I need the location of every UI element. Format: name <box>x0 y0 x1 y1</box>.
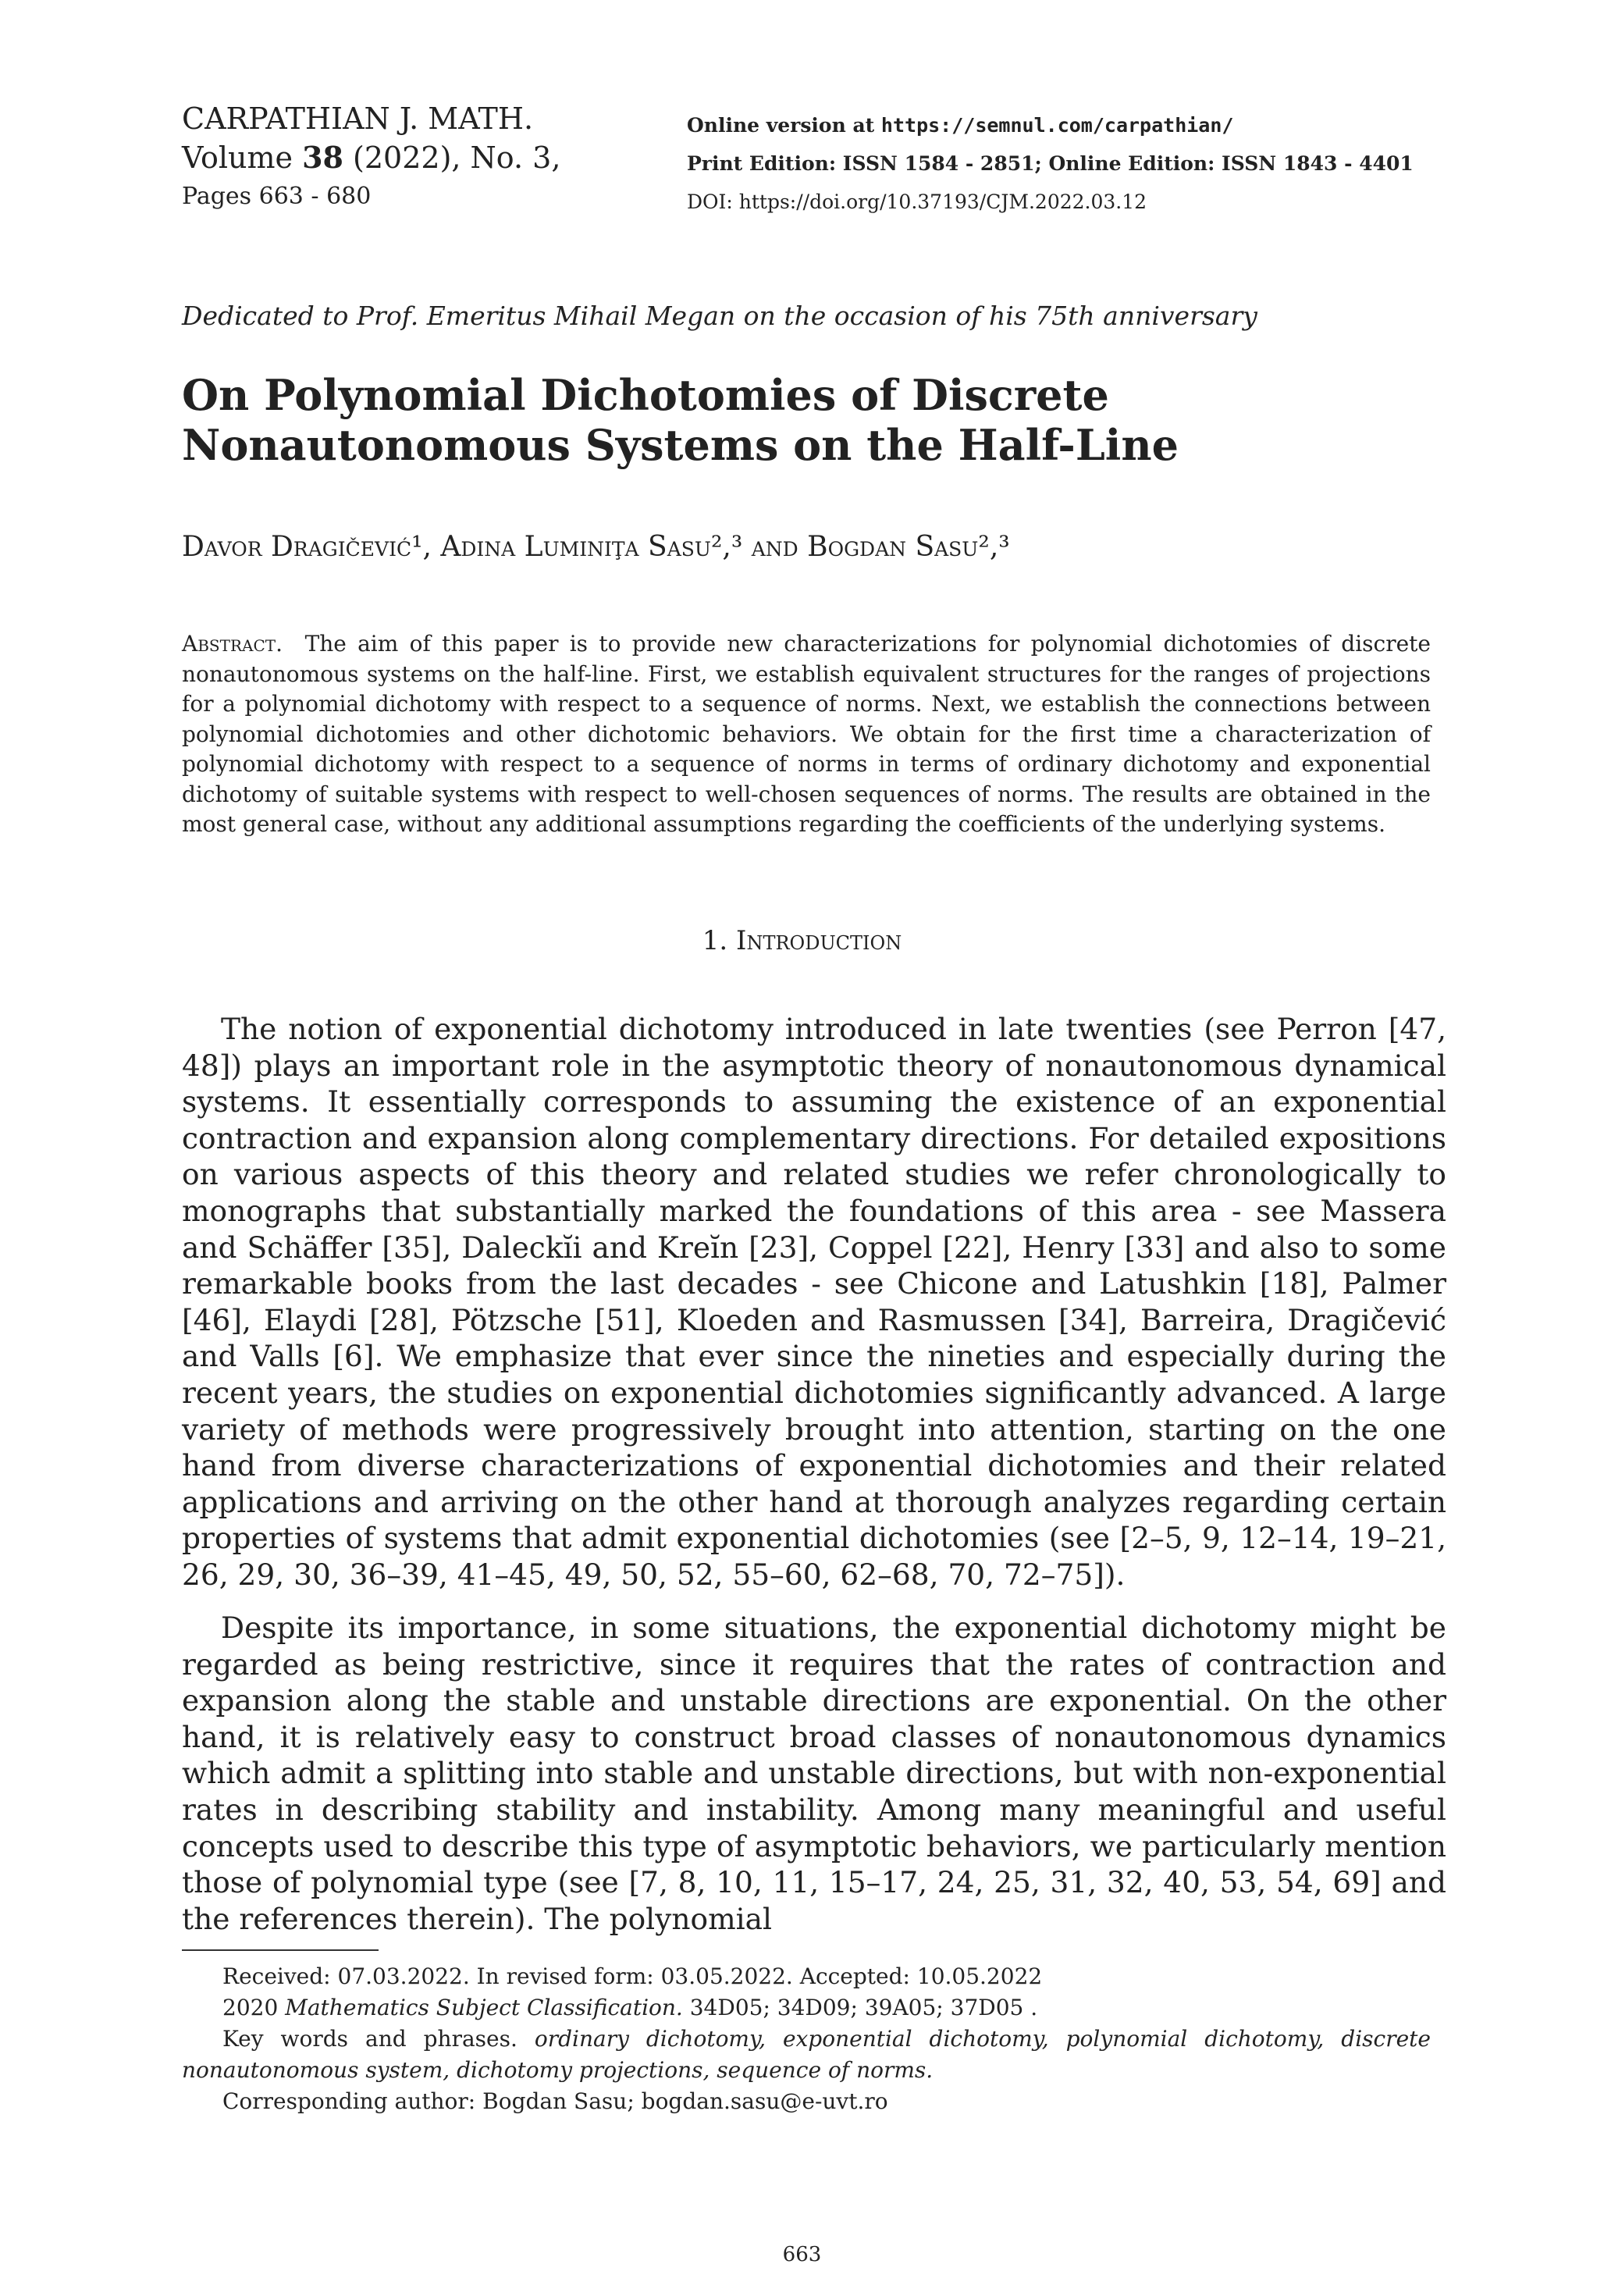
journal-pages: Pages 663 - 680 <box>182 183 372 210</box>
dedication: Dedicated to Prof. Emeritus Mihail Megan on the occasion of his 75th anniversary <box>182 301 1257 331</box>
footnotes <box>182 1961 1431 2117</box>
msc-classification: 2020 Mathematics Subject Classification. 34D05; 34D09; 39A05; 37D05 . <box>222 1995 1038 2020</box>
abstract-text: The aim of this paper is to provide new characterizations for polynomial dichotomies of discrete nonautonomous systems on the half-line. First, we establish equivalent structures for the ranges of projections for a polynomial dichotomy with respect to a sequence of norms. Next, we establish the connections between polynomial dichotomies and other dichotomic behaviors. We obtain for the first time a characterization of polynomial dichotomy with respect to a sequence of norms in terms of ordinary dichotomy and exponential dichotomy of suitable systems with respect to well-chosen sequences of norms. The results are obtained in the most general case, without any additional assumptions regarding the coefficients of the underlying systems. <box>182 631 1431 837</box>
corresponding-author: Corresponding author: Bogdan Sasu; bogdan.sasu@e-uvt.ro <box>222 2088 888 2114</box>
paper-title: On Polynomial Dichotomies of Discrete Nonautonomous Systems on the Half-Line <box>182 370 1179 470</box>
author-list: Davor Dragičević¹, Adina Luminiţa Sasu²,³ and Bogdan Sasu²,³ <box>182 531 1010 563</box>
journal-name: CARPATHIAN J. MATH. <box>182 101 534 136</box>
received-dates: Received: 07.03.2022. In revised form: 03.05.2022. Accepted: 10.05.2022 <box>222 1963 1043 1989</box>
publication-info <box>687 106 1414 221</box>
page-number: 663 <box>782 2243 822 2266</box>
footnote-divider <box>182 1949 379 1951</box>
issn-line: Print Edition: ISSN 1584 - 2851; Online Edition: ISSN 1843 - 4401 <box>687 152 1414 175</box>
keywords: Key words and phrases. ordinary dichotomy, exponential dichotomy, polynomial dichotomy, discrete nonautonomous system, dichotomy projections, sequence of norms. <box>182 2026 1431 2083</box>
journal-volume: Volume 38 (2022), No. 3, <box>182 140 561 175</box>
body-paragraph <box>182 1610 1446 1937</box>
paragraph-text: The notion of exponential dichotomy introduced in late twenties (see Perron [47, 48]) plays an important role in the asymptotic theory of nonautonomous dynamical systems. It essentially corresponds to assuming the existence of an exponential contraction and expansion along complementary directions. For detailed expositions on various aspects of this theory and related studies we refer chronologically to monographs that substantially marked the foundations of this area - see Massera and Schäffer [35], Daleckĭi and Kreĭn [23], Coppel [22], Henry [33] and also to some remarkable books from the last decades - see Chicone and Latushkin [18], Palmer [46], Elaydi [28], Pötzsche [51], Kloeden and Rasmussen [34], Barreira, Dragičević and Valls [6]. We emphasize that ever since the nineties and especially during the recent years, the studies on exponential dichotomies significantly advanced. A large variety of methods were progressively brought into attention, starting on the one hand from diverse characterizations of exponential dichotomies and their related applications and arriving on the other hand at thorough analyzes regarding certain properties of systems that admit exponential dichotomies (see [2–5, 9, 12–14, 19–21, 26, 29, 30, 36–39, 41–45, 49, 50, 52, 55–60, 62–68, 70, 72–75]). <box>182 1012 1446 1592</box>
section-heading: 1. Introduction <box>702 925 902 956</box>
paragraph-text: Despite its importance, in some situations, the exponential dichotomy might be regarded as being restrictive, since it requires that the rates of contraction and expansion along the stable and unstable directions are exponential. On the other hand, it is relatively easy to construct broad classes of nonautonomous dynamics which admit a splitting into stable and unstable directions, but with non-exponential rates in describing stability and instability. Among many meaningful and useful concepts used to describe this type of asymptotic behaviors, we particularly mention those of polynomial type (see [7, 8, 10, 11, 15–17, 24, 25, 31, 32, 40, 53, 54, 69] and the references therein). The polynomial <box>182 1611 1446 1936</box>
abstract <box>182 629 1431 840</box>
journal-header <box>182 100 560 215</box>
doi-link[interactable]: DOI: https://doi.org/10.37193/CJM.2022.03.12 <box>687 190 1147 213</box>
abstract-label: Abstract. <box>182 631 283 657</box>
body-paragraph <box>182 1011 1446 1593</box>
online-url-link[interactable]: https://semnul.com/carpathian/ <box>880 114 1234 137</box>
volume-number: 38 <box>302 140 343 175</box>
online-version: Online version at https://semnul.com/carpathian/ <box>687 114 1234 137</box>
